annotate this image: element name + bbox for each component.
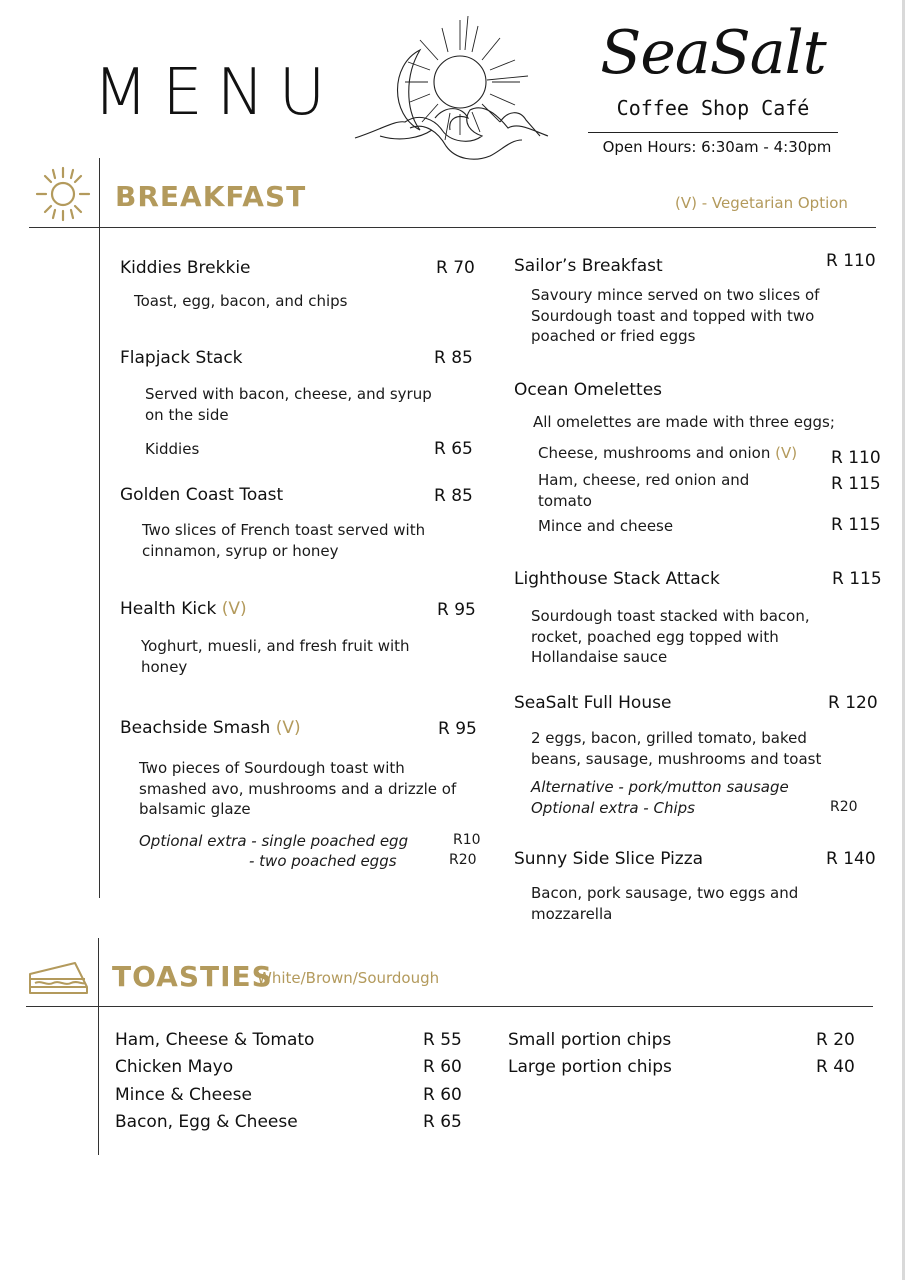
omelette-option-1-price: R 110	[831, 448, 881, 468]
toastie-price: R 55	[423, 1030, 462, 1050]
sun-icon	[34, 165, 92, 223]
full-house-desc: 2 eggs, bacon, grilled tomato, baked beans, sausage, mushrooms and toast	[531, 729, 822, 768]
beachside-extra-two-price: R20	[449, 852, 477, 868]
omelettes-name: Ocean Omelettes	[514, 380, 663, 400]
sailors-name: Sailor’s Breakfast	[514, 256, 663, 276]
full-house-name: SeaSalt Full House	[514, 693, 672, 713]
toastie-price: R 65	[423, 1112, 462, 1132]
full-house-alternative: Alternative - pork/mutton sausage	[531, 778, 789, 796]
sailors-price: R 110	[826, 251, 876, 271]
golden-coast-price: R 85	[434, 486, 473, 506]
full-house-extra: Optional extra - Chips	[531, 799, 695, 817]
kiddies-brekkie-price: R 70	[436, 258, 475, 278]
open-hours: Open Hours: 6:30am - 4:30pm	[602, 138, 832, 156]
breakfast-title: BREAKFAST	[115, 180, 307, 213]
lighthouse-name: Lighthouse Stack Attack	[514, 569, 720, 589]
breakfast-vertical-rule	[99, 158, 100, 898]
golden-coast-desc: Two slices of French toast served with cinnamon, syrup or honey	[142, 521, 426, 560]
kiddies-brekkie-name: Kiddies Brekkie	[120, 258, 251, 278]
pizza-name: Sunny Side Slice Pizza	[514, 849, 704, 869]
health-kick-price: R 95	[437, 600, 476, 620]
chips-price: R 40	[816, 1057, 855, 1077]
chips-item: Large portion chips	[508, 1057, 672, 1077]
beachside-desc: Two pieces of Sourdough toast with smashed avo, mushrooms and a drizzle of balsamic glaze	[139, 759, 457, 818]
menu-title: MENU	[93, 56, 340, 130]
toastie-item: Chicken Mayo	[115, 1057, 234, 1077]
full-house-price: R 120	[828, 693, 878, 713]
toasties-title: TOASTIES	[112, 960, 273, 993]
toastie-price: R 60	[423, 1057, 462, 1077]
sandwich-icon	[27, 960, 91, 998]
omelettes-intro: All omelettes are made with three eggs;	[533, 413, 835, 431]
toastie-item: Mince & Cheese	[115, 1085, 252, 1105]
lighthouse-price: R 115	[832, 569, 882, 589]
omelette-option-2: Ham, cheese, red onion and tomato	[538, 471, 750, 510]
beachside-price: R 95	[438, 719, 477, 739]
beachside-extra-single: Optional extra - single poached egg	[139, 832, 409, 850]
chips-item: Small portion chips	[508, 1030, 672, 1050]
toastie-item: Bacon, Egg & Cheese	[115, 1112, 298, 1132]
toasties-vertical-rule	[98, 938, 99, 1155]
toastie-item: Ham, Cheese & Tomato	[115, 1030, 315, 1050]
brand-name: SeaSalt	[600, 18, 826, 88]
chips-price: R 20	[816, 1030, 855, 1050]
omelette-option-1-veg-mark: (V)	[775, 444, 798, 462]
toasties-bread-options: White/Brown/Sourdough	[257, 969, 440, 987]
full-house-extra-price: R20	[830, 799, 858, 815]
beachside-name	[120, 718, 301, 738]
health-kick-veg-mark: (V)	[221, 599, 247, 619]
beachside-extra-two: - two poached eggs	[249, 852, 397, 870]
sun-wave-logo-icon	[350, 10, 560, 170]
beachside-extra-single-price: R10	[453, 832, 481, 848]
omelette-option-1-text: Cheese, mushrooms and onion	[538, 444, 771, 462]
pizza-price: R 140	[826, 849, 876, 869]
health-kick-desc: Yoghurt, muesli, and fresh fruit with honey	[141, 637, 410, 676]
breakfast-horizontal-rule	[29, 227, 876, 228]
vegetarian-note: (V) - Vegetarian Option	[675, 194, 848, 212]
flapjack-name: Flapjack Stack	[120, 348, 243, 368]
beachside-veg-mark: (V)	[275, 718, 301, 738]
health-kick-name	[120, 599, 247, 619]
omelette-option-3-price: R 115	[831, 515, 881, 535]
beachside-name-text: Beachside Smash	[120, 718, 271, 738]
flapjack-kiddies-price: R 65	[434, 439, 473, 459]
sailors-desc: Savoury mince served on two slices of Sourdough toast and topped with two poached or fried eggs	[531, 286, 820, 345]
toastie-price: R 60	[423, 1085, 462, 1105]
omelette-option-3: Mince and cheese	[538, 517, 674, 535]
flapjack-kiddies-label: Kiddies	[145, 440, 200, 458]
flapjack-price: R 85	[434, 348, 473, 368]
omelette-option-1	[538, 443, 797, 464]
kiddies-brekkie-desc: Toast, egg, bacon, and chips	[134, 292, 348, 310]
flapjack-desc: Served with bacon, cheese, and syrup on the side	[145, 385, 432, 424]
brand-divider	[588, 132, 838, 133]
omelette-option-2-price: R 115	[831, 474, 881, 494]
golden-coast-name: Golden Coast Toast	[120, 485, 284, 505]
brand-subtitle: Coffee Shop Café	[616, 96, 810, 120]
lighthouse-desc: Sourdough toast stacked with bacon, rocket, poached egg topped with Hollandaise sauce	[531, 607, 810, 666]
toasties-horizontal-rule	[26, 1006, 873, 1007]
health-kick-name-text: Health Kick	[120, 599, 217, 619]
pizza-desc: Bacon, pork sausage, two eggs and mozzarella	[531, 884, 799, 923]
